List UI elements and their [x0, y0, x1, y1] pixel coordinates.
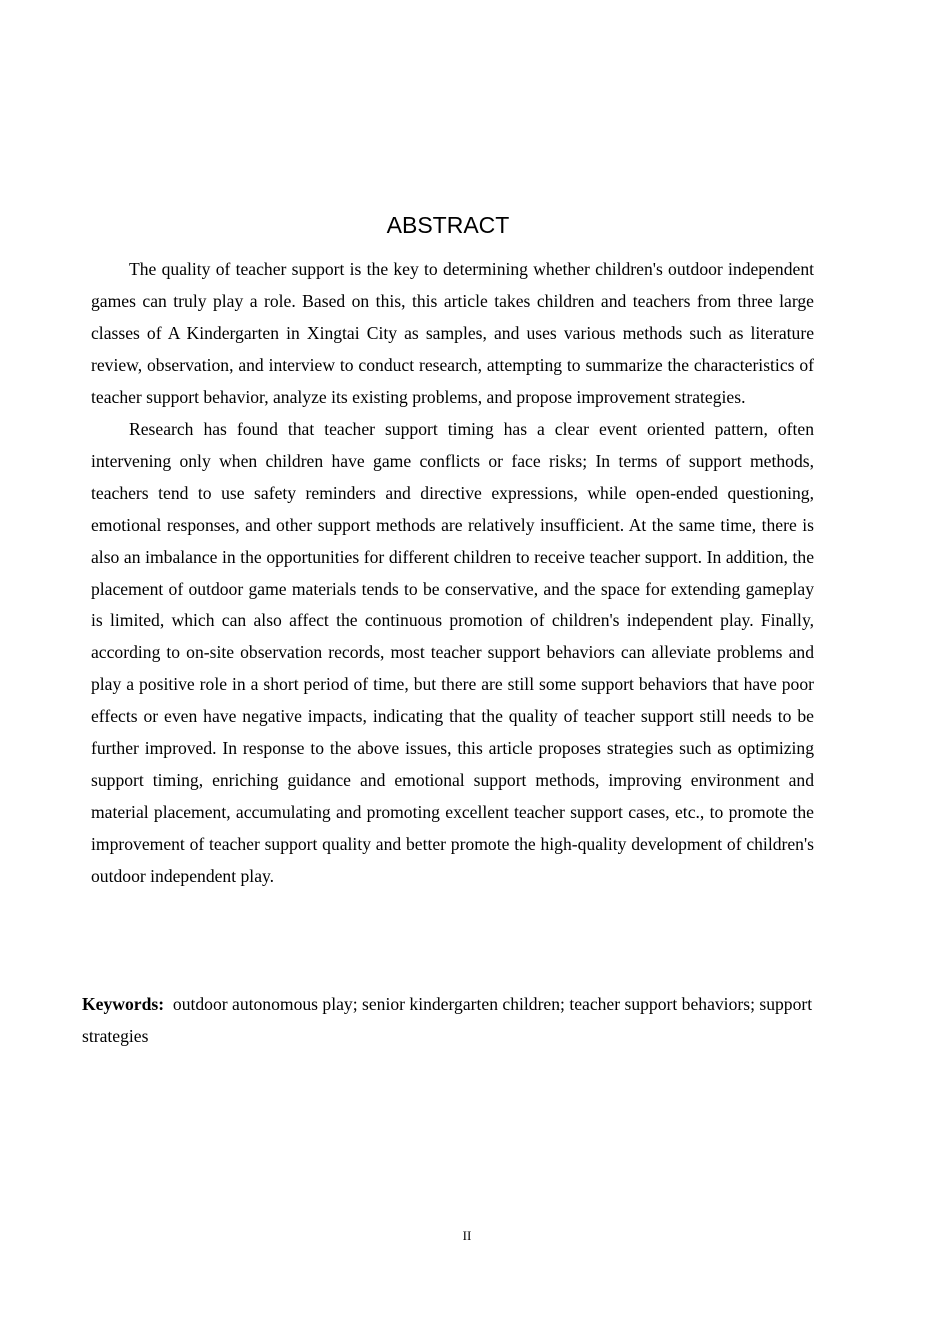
abstract-paragraph-2: Research has found that teacher support timing has a clear event oriented pattern, often intervening only when children have game conflicts or face risks; In terms of support methods, teachers tend to use safety reminders and directive expressions, while open-ended questioning, emotional responses, and other support methods are relatively insufficient. At the same time, there is also an imbalance in the opportunities for different children to receive teacher support. In addition, the placement of outdoor game materials tends to be conservative, and the space for extending gameplay is limited, which can also affect the continuous promotion of children's independent play. Finally, according to on-site observation records, most teacher support behaviors can alleviate problems and play a positive role in a short period of time, but there are still some support behaviors that have poor effects or even have negative impacts, indicating that the quality of teacher support still needs to be further improved. In response to the above issues, this article proposes strategies such as optimizing support timing, enriching guidance and emotional support methods, improving environment and material placement, accumulating and promoting excellent teacher support cases, etc., to promote the improvement of teacher support quality and better promote the high-quality development of children's outdoor independent play.: [91, 418, 814, 887]
abstract-title: ABSTRACT: [386, 212, 510, 238]
page-number: II: [462, 1228, 472, 1243]
keywords-label: Keywords:: [82, 994, 165, 1014]
keywords-text: outdoor autonomous play; senior kindergarten children; teacher support behaviors; support strategies: [82, 994, 813, 1046]
abstract-body: [91, 254, 814, 893]
abstract-paragraph-1: The quality of teacher support is the key to determining whether children's outdoor independent games can truly play a role. Based on this, this article takes children and teachers from three large classes of A Kindergarten in Xingtai City as samples, and uses various methods such as literature review, observation, and interview to conduct research, attempting to summarize the characteristics of teacher support behavior, analyze its existing problems, and propose improvement strategies.: [91, 259, 814, 407]
keywords-line: [82, 988, 814, 1052]
